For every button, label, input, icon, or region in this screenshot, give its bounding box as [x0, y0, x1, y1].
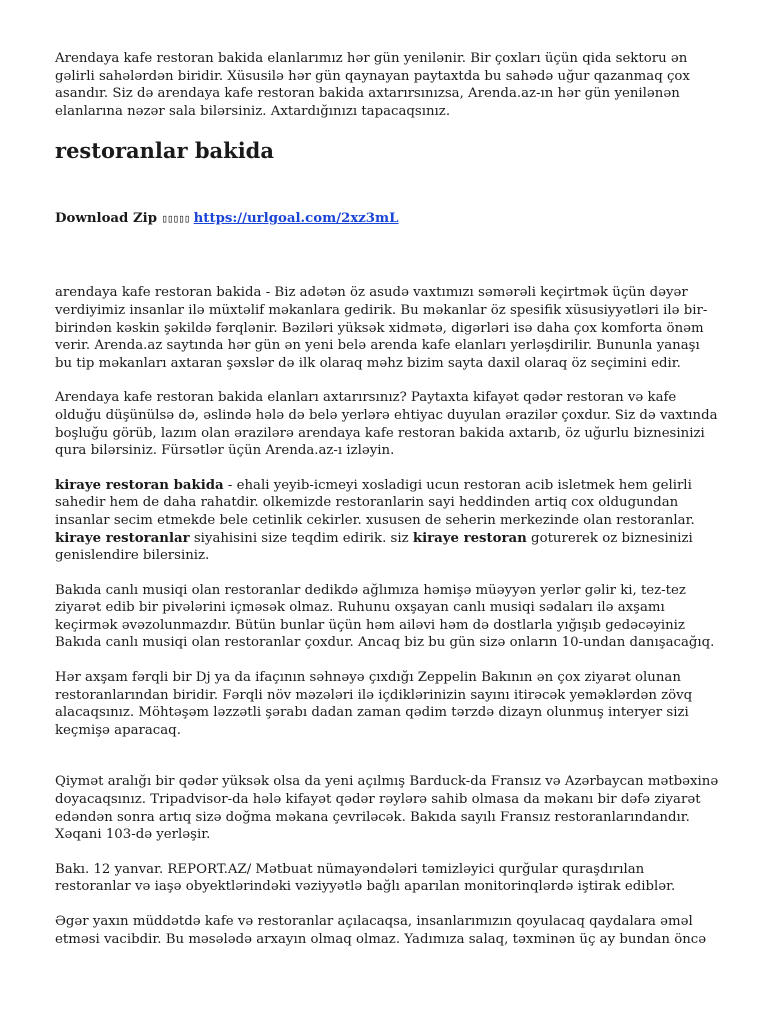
paragraph-5: Hər axşam fərqli bir Dj ya da ifaçının səhnəyə çıxdığı Zeppelin Bakının ən çox ziyarət olunan restoranlarından biridir. Fərqli növ məzələri ilə içdiklərinizin sayını itirəcək yeməklərdən zövq alacaqsınız. Möhtəşəm ləzzətli şərabı dadan zaman qədim tərzdə dizayn olunmuş interyer sizi keçmişə aparacaq. [55, 670, 693, 738]
download-label: Download Zip [55, 211, 158, 227]
document-page [55, 50, 720, 965]
paragraph-4: Bakıda canlı musiqi olan restoranlar dedikdə ağlımıza həmişə müəyyən yerlər gəlir ki, tez-tez ziyarət edib bir pivələrini içməsək olmaz. Ruhunu oxşayan canlı musiqi sədaları ilə axşamı keçirmək əvəzolunmazdır. Bütün bunlar üçün həm ailəvi həm də dostlarla yığışıb gedəcəyiniz Bakıda canlı musiqi olan restoranlar çoxdur. Ancaq biz bu gün sizə onların 10-undan danışacağıq. [55, 582, 715, 651]
paragraph-2: Arendaya kafe restoran bakida elanları axtarırsınız? Paytaxta kifayət qədər restoran və kafe olduğu düşünülsə də, əslində hələ də belə yerlərə ehtiyac duyulan ərazilər çoxdur. Siz də vaxtında boşluğu görüb, lazım olan ərazilərə arendaya kafe restoran bakida axtarıb, öz uğurlu biznesinizi qura bilərsiniz. Fürsətlər üçün Arenda.az-ı izləyin. [55, 390, 718, 459]
keyword-bold-2: kiraye restoranlar [55, 530, 190, 546]
paragraph-3-text-1: - ehali yeyib-icmeyi xosladigi ucun restoran acib isletmek hem gelirli sahedir hem de daha rahatdir. olkemizde restoranlarin sayi heddinden artiq cox oldugundan insanlar secim etmekde bele cetinlik cekirler. xususen de seherin merkezinde olan restoranlar. [55, 477, 695, 528]
paragraph-3-text-3: goturerek oz biznesinizi genislendire bilersiniz. [55, 530, 693, 564]
article-body [55, 284, 720, 948]
placeholder-glyphs: ▯▯▯▯▯ [161, 212, 190, 226]
keyword-bold-1: kiraye restoran bakida [55, 477, 224, 493]
paragraph-8: Əgər yaxın müddətdə kafe və restoranlar açılacaqsa, insanlarımızın qoyulacaq qaydalara əməl etməsi vacibdir. Bu məsələdə arxayın olmaq olmaz. Yadımıza salaq, təxminən üç ay bundan öncə [55, 914, 707, 947]
paragraph-7: Bakı. 12 yanvar. REPORT.AZ/ Mətbuat nümayəndələri təmizləyici qurğular quraşdırılan restoranlar və iaşə obyektlərindəki vəziyyətlə bağlı aparılan monitorinqlərdə iştirak ediblər. [55, 861, 676, 895]
download-line [55, 210, 720, 228]
intro-paragraph: Arendaya kafe restoran bakida elanlarımız hər gün yenilənir. Bir çoxları üçün qida sektoru ən gəlirli sahələrdən biridir. Xüsusilə hər gün qaynayan paytaxtda bu sahədə uğur qazanmaq çox asandır. Siz də arendaya kafe restoran bakida axtarırsınızsa, Arenda.az-ın hər gün yenilənən elanlarına nəzər sala bilərsiniz. Axtardığınızı tapacaqsınız. [55, 51, 690, 119]
page-title: restoranlar bakida [55, 138, 274, 164]
paragraph-3-text-2: siyahisini size teqdim edirik. siz [189, 530, 413, 546]
download-link[interactable]: https://urlgoal.com/2xz3mL [193, 211, 399, 227]
paragraph-3 [55, 477, 720, 565]
paragraph-1: arendaya kafe restoran bakida - Biz adətən öz asudə vaxtımızı səmərəli keçirtmək üçün dəyər verdiyimiz insanlar ilə müxtəlif məkanlara gedirik. Bu məkanlar öz spesifik xüsusiyyətləri ilə bir-birindən kəskin şəkildə fərqlənir. Bəziləri yüksək xidmətə, digərləri isə daha çox komforta önəm verir. Arenda.az saytında hər gün ən yeni belə arenda kafe elanları yerləşdirilir. Bununla yanaşı bu tip məkanları axtaran şəxslər də ilk olaraq məhz bizim sayta daxil olaraq öz seçimini edir. [55, 285, 708, 371]
paragraph-6: Qiymət aralığı bir qədər yüksək olsa da yeni açılmış Barduck-da Fransız və Azərbaycan mətbəxinə doyacaqsınız. Tripadvisor-da hələ kifayət qədər rəylərə sahib olmasa da məkanı bir dəfə ziyarət edəndən sonra artıq sizə doğma məkana çevriləcək. Bakıda sayılı Fransız restoranlarındandır. Xəqani 103-də yerləşir. [55, 774, 719, 843]
keyword-bold-3: kiraye restoran [412, 530, 527, 546]
